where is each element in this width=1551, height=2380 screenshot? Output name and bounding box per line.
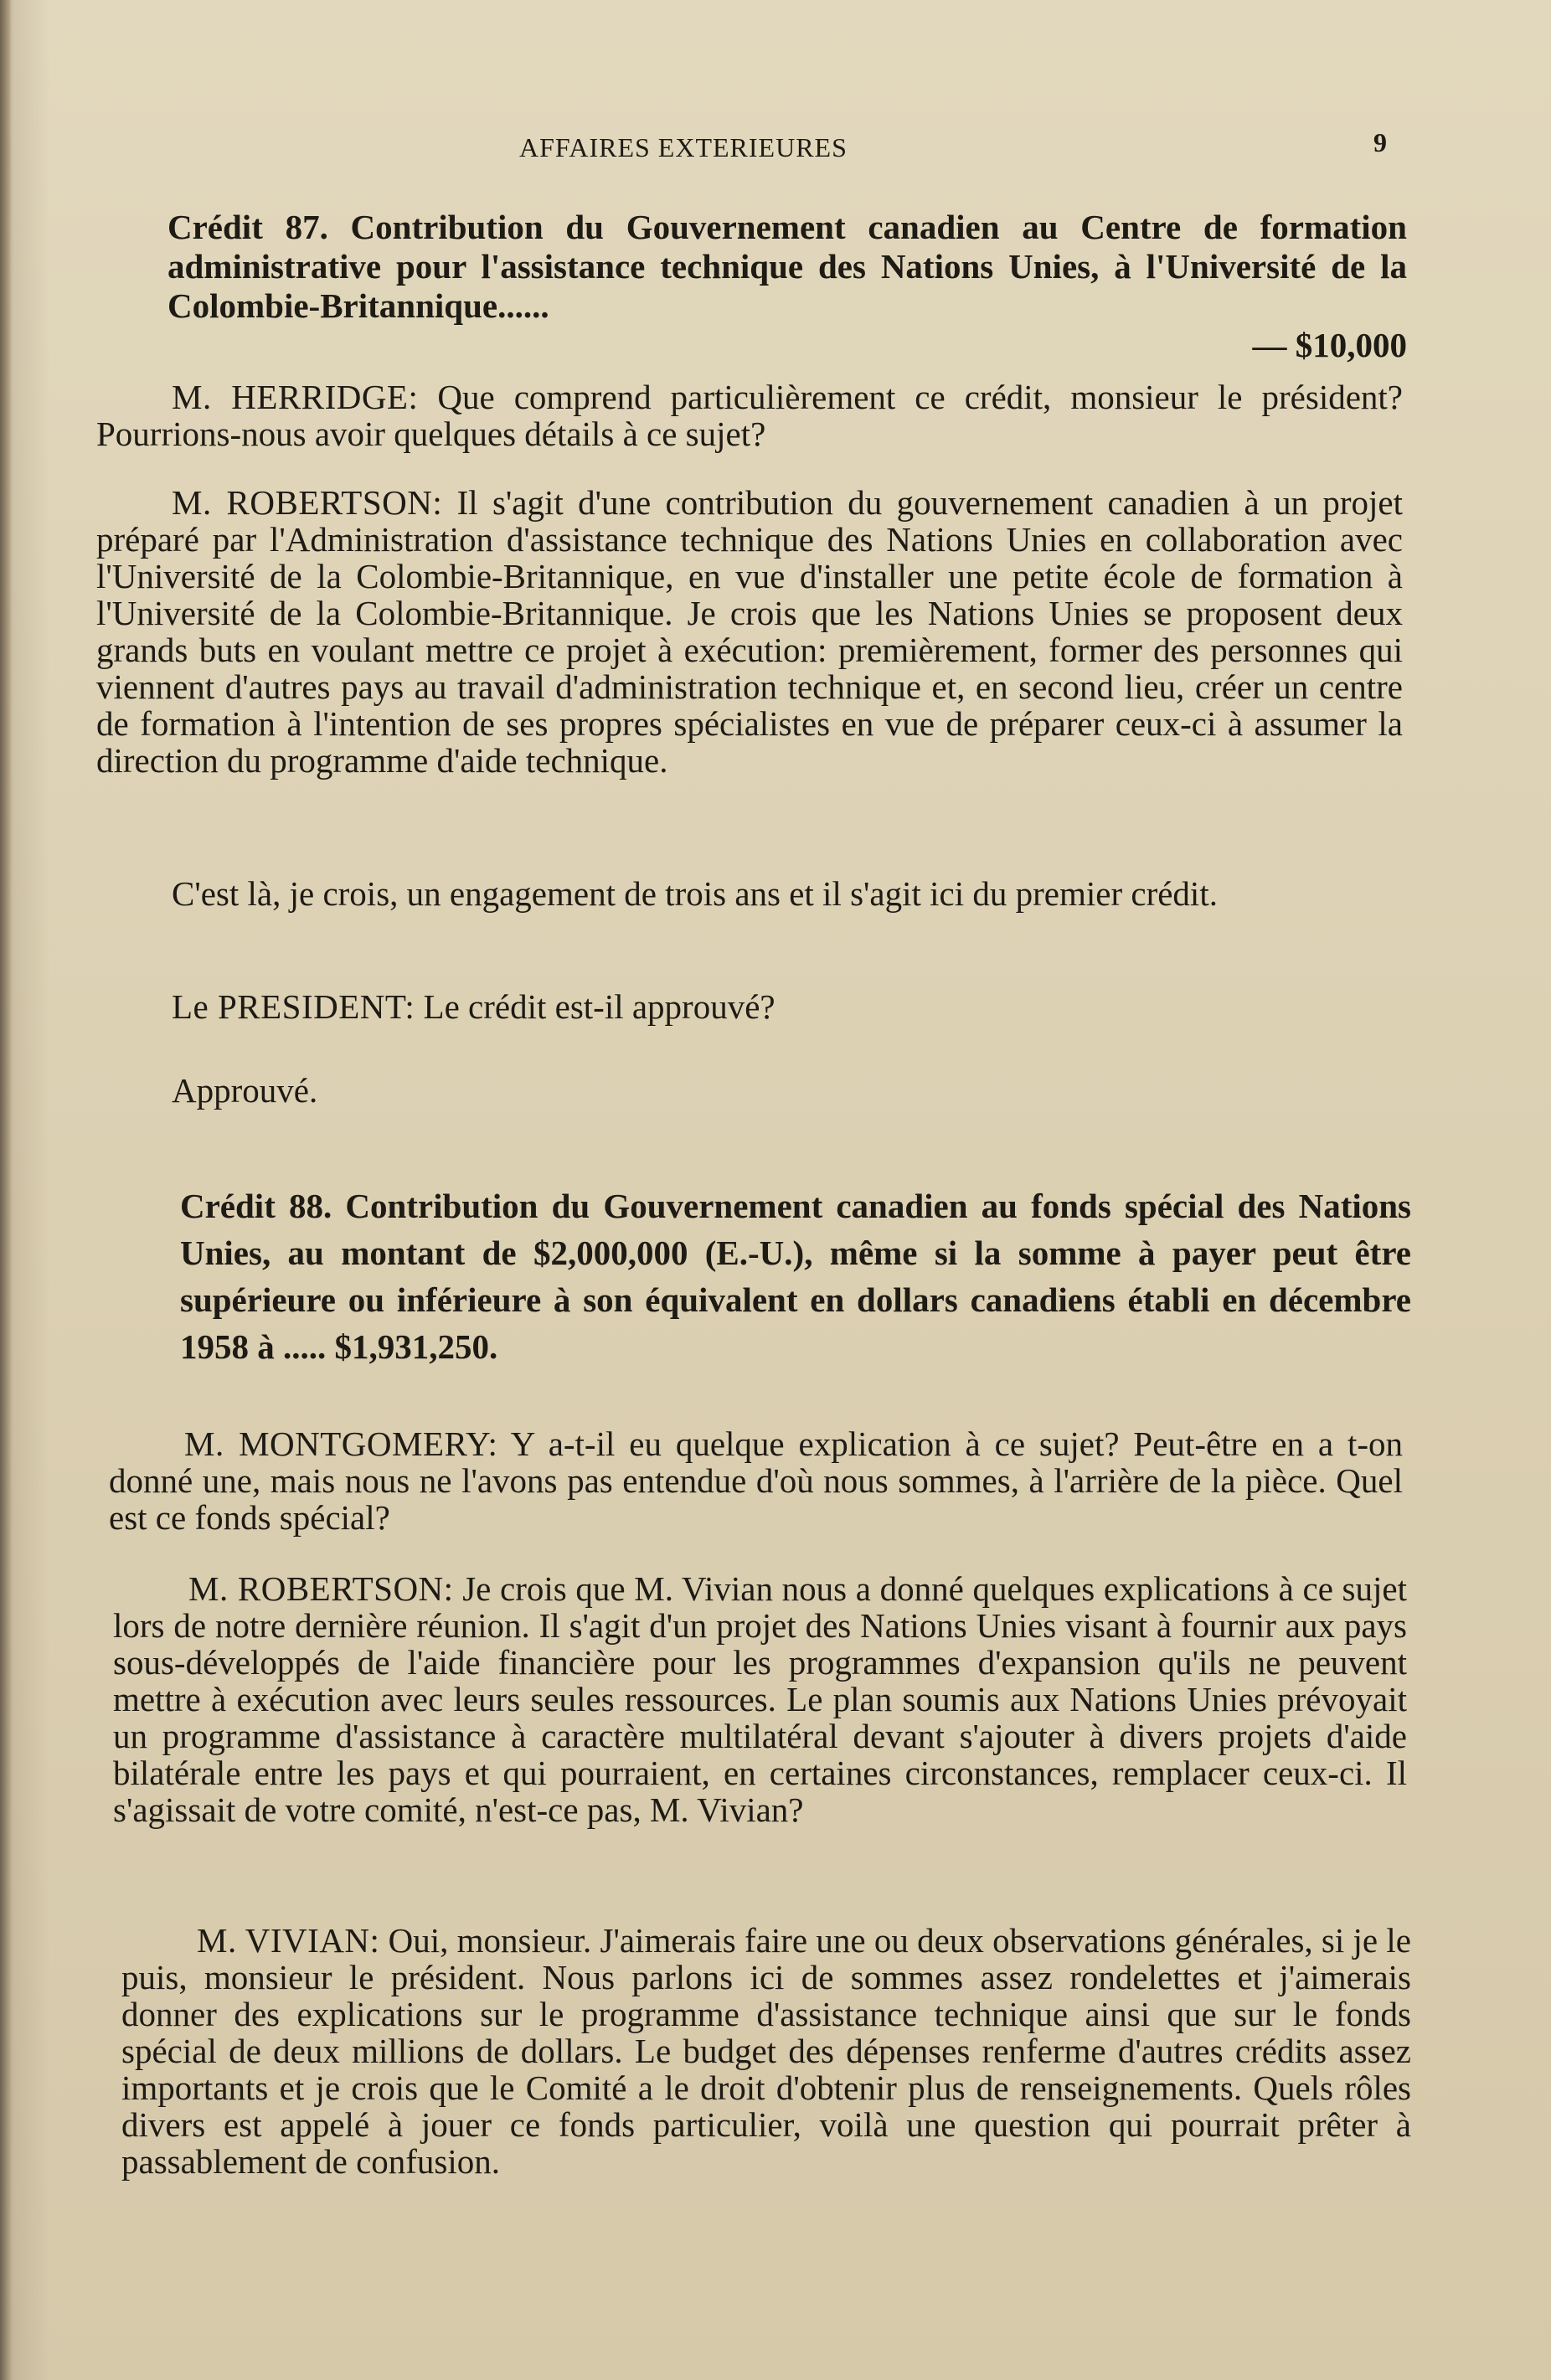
speaker-name: M. VIVIAN: — [197, 1921, 380, 1960]
paragraph-president — [96, 988, 1403, 1025]
speaker-name: M. MONTGOMERY: — [184, 1424, 498, 1463]
paragraph-text: Je crois que M. Vivian nous a donné quelques explications à ce sujet lors de notre dernière réunion. Il s'agit d'un projet des Nations Unies visant à fournir aux pays sous-développés de l'aide financière pour les programmes d'expansion qu'ils ne peuvent mettre à exécution avec leurs seules ressources. Le plan soumis aux Nations Unies prévoyait un programme d'assistance à caractère multilatéral devant s'ajouter à divers projets d'aide bilatérale entre les pays et qui pourraient, en certaines circonstances, remplacer ceux-ci. Il s'agissait de votre comité, n'est-ce pas, M. Vivian? — [113, 1569, 1407, 1829]
paragraph-robertson-1 — [96, 484, 1403, 779]
credit-87-text: Crédit 87. Contribution du Gouvernement canadien au Centre de formation administrative pour l'assistance technique des Nations Unies, à l'Université de la Colombie-Britannique...... — [167, 208, 1407, 325]
page-number: 9 — [1373, 127, 1387, 157]
paragraph-text: Que comprend particulièrement ce crédit, monsieur le président? Pourrions-nous avoir quelques détails à ce sujet? — [96, 378, 1403, 453]
paragraph-herridge — [96, 379, 1403, 452]
paragraph-text: Approuvé. — [172, 1071, 318, 1110]
credit-88-heading — [180, 1182, 1411, 1370]
paragraph-text: Le crédit est-il approuvé? — [415, 987, 776, 1026]
paragraph-montgomery — [109, 1425, 1403, 1536]
paragraph-approved — [96, 1072, 1403, 1109]
credit-88-text: Crédit 88. Contribution du Gouvernement canadien au fonds spécial des Nations Unies, au montant de $2,000,000 (E.-U.), même si la somme à payer peut être supérieure ou inférieure à son équivalent en dollars canadiens établi en décembre 1958 à ..... $1,931,250. — [180, 1187, 1411, 1366]
paragraph-text: Il s'agit d'une contribution du gouvernement canadien à un projet préparé par l'Administration d'assistance technique des Nations Unies en collaboration avec l'Université de la Colombie-Britannique, en vue d'installer une petite école de formation à l'Université de la Colombie-Britannique. Je crois que les Nations Unies se proposent deux grands buts en voulant mettre ce projet à exécution: premièrement, former des personnes qui viennent d'autres pays au travail d'administration technique et, en second lieu, créer un centre de formation à l'intention de ses propres spécialistes en vue de préparer ceux-ci à assumer la direction du programme d'aide technique. — [96, 483, 1403, 780]
speaker-name: Le PRESIDENT: — [172, 987, 415, 1026]
running-title: AFFAIRES EXTERIEURES — [519, 132, 848, 162]
credit-87-heading — [167, 208, 1407, 365]
paragraph-commitment — [96, 875, 1403, 912]
running-head — [96, 127, 1403, 169]
credit-87-amount: — $10,000 — [1252, 326, 1407, 364]
page-edge-shadow — [0, 0, 12, 2380]
paragraph-text: Oui, monsieur. J'aimerais faire une ou deux observations générales, si je le puis, monsieur le président. Nous parlons ici de sommes assez rondelettes et j'aimerais donner des explications sur le programme d'assistance technique ainsi que sur le fonds spécial de deux millions de dollars. Le budget des dépenses renferme d'autres crédits assez importants et je crois que le Comité a le droit d'obtenir plus de renseignements. Quels rôles divers est appelé à jouer ce fonds particulier, voilà une question qui pourrait prêter à passablement de confusion. — [121, 1921, 1411, 2181]
speaker-name: M. ROBERTSON: — [188, 1569, 454, 1608]
speaker-name: M. ROBERTSON: — [172, 483, 443, 522]
paragraph-robertson-2 — [113, 1570, 1407, 1828]
paragraph-text: Y a-t-il eu quelque explication à ce sujet? Peut-être en a t-on donné une, mais nous ne l'avons pas entendue d'où nous sommes, à l'arrière de la pièce. Quel est ce fonds spécial? — [109, 1424, 1403, 1537]
speaker-name: M. HERRIDGE: — [172, 378, 419, 416]
paragraph-text: C'est là, je crois, un engagement de trois ans et il s'agit ici du premier crédit. — [172, 874, 1218, 913]
paragraph-vivian — [121, 1922, 1411, 2180]
